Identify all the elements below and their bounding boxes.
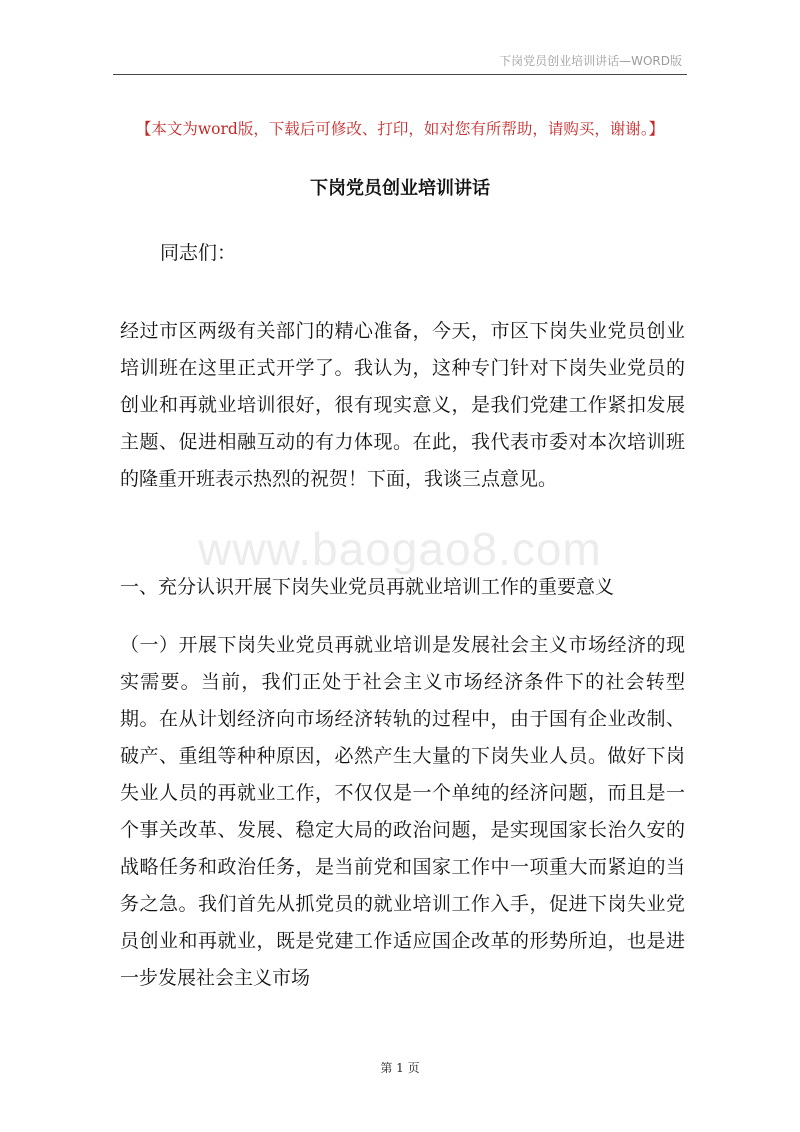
paragraph-intro: 经过市区两级有关部门的精心准备，今天，市区下岗失业党员创业培训班在这里正式开学了。我认为，这种专门针对下岗失业党员的创业和再就业培训很好，很有现实意义，是我们党建工作紧扣发展主题、促进相融互动的有力体现。在此，我代表市委对本次培训班的隆重开班表示热烈的祝贺！下面，我谈三点意见。 — [120, 320, 685, 490]
running-header: 下岗党员创业培训讲话—WORD版 — [499, 54, 682, 68]
salutation: 同志们： — [160, 242, 237, 264]
paragraph-section-1-1: （一）开展下岗失业党员再就业培训是发展社会主义市场经济的现实需要。当前，我们正处于社会主义市场经济条件下的社会转型期。在从计划经济向市场经济转轨的过程中，由于国有企业改制、破产、重组等种种原因，必然产生大量的下岗失业人员。做好下岗失业人员的再就业工作，不仅仅是一个单纯的经济问题，而且是一个事关改革、发展、稳定大局的政治问题，是实现国家长治久安的战略任务和政治任务，是当前党和国家工作中一项重大而紧迫的当务之急。我们首先从抓党员的就业培训工作入手，促进下岗失业党员创业和再就业，既是党建工作适应国企改革的形势所迫，也是进一步发展社会主义市场 — [120, 634, 685, 989]
page-number: 第 1 页 — [380, 1061, 420, 1075]
watermark: www.baogao8.com — [198, 523, 602, 575]
section-heading-1: 一、充分认识开展下岗失业党员再就业培训工作的重要意义 — [120, 576, 615, 598]
purchase-notice: 【本文为word版，下载后可修改、打印，如对您有所帮助，请购买，谢谢。】 — [135, 120, 665, 138]
header-divider — [113, 74, 687, 75]
document-title: 下岗党员创业培训讲话 — [310, 178, 490, 199]
